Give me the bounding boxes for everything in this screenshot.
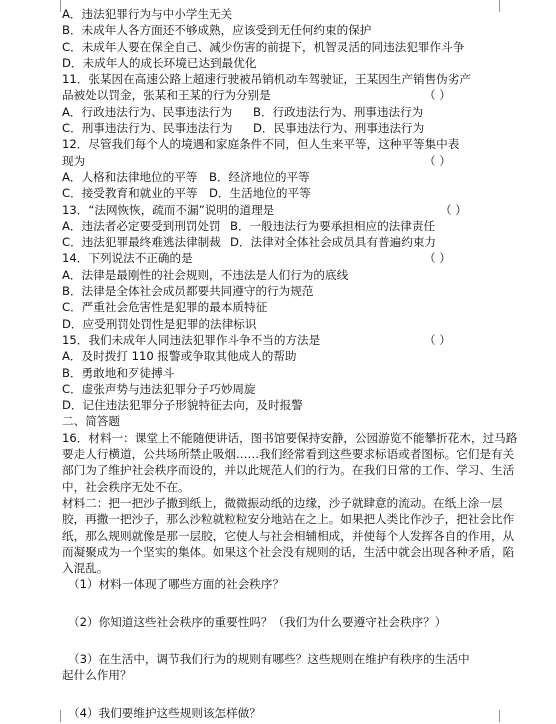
answer-paren: （ ） (440, 202, 467, 217)
question-stem: 15．我们未成年人同违法犯罪作斗争不当的方法是 (62, 332, 321, 347)
option-line: D．未成年人的成长环境已达到最优化 (62, 55, 257, 70)
option-row (62, 234, 520, 250)
option-d: D．法律对全体社会成员具有普遍约束力 (230, 235, 437, 250)
question-stem: 13．“法网恢恢，疏而不漏”说明的道理是 (62, 202, 275, 217)
option-b: B．经济地位的平等 (209, 169, 310, 184)
option-c: C．接受教育和就业的平等 (62, 186, 198, 201)
option-line: A．及时拨打 110 报警或争取其他成人的帮助 (62, 349, 297, 364)
question-stem-line (62, 250, 520, 266)
answer-paren: （ ） (424, 251, 451, 266)
option-line: C．严重社会危害性是犯罪的最本质特征 (62, 300, 268, 315)
option-a: A．违法者必定要受到刑罚处罚 (62, 218, 221, 233)
answer-paren: （ ） (424, 332, 451, 347)
sub-question-3: （3）在生活中，调节我们行为的规则有哪些？这些规则在维护有秩序的生活中 (68, 651, 470, 666)
option-line: B．法律是全体社会成员都要共同遵守的行为规范 (62, 284, 314, 299)
page-corner-mark (48, 0, 61, 12)
option-a: A．人格和法律地位的平等 (62, 169, 198, 184)
material-one-paragraph: 16．材料一：课堂上不能随便讲话，图书馆要保持安静，公园游览不能攀折花木，过马路要走人行横道，公共场所禁止吸烟……我们经常看到这些要求标语或者图标。它们是有关部门为了维护社会秩序而设的，并以此规范人们的行为。在我们日常的工作、学习、生活中，社会秩序无处不在。 (62, 430, 518, 494)
answer-paren: （ ） (424, 88, 451, 103)
option-line: D．应受刑罚处罚性是犯罪的法律标识 (62, 316, 257, 331)
option-line: C．虚张声势与违法犯罪分子巧妙周旋 (62, 381, 256, 396)
option-d: D．民事违法行为、刑事违法行为 (253, 121, 425, 136)
option-row (62, 218, 520, 234)
option-line: A．法律是最刚性的社会规则，不违法是人们行为的底线 (62, 267, 349, 282)
option-row (62, 104, 520, 120)
option-line: A．违法犯罪行为与中小学生无关 (62, 7, 233, 21)
option-line: D．记住违法犯罪分子形貌特征去向，及时报警 (62, 398, 303, 413)
question-stem: 品被处以罚金，张某和王某的行为分别是 (62, 88, 271, 103)
question-stem: 现为 (62, 153, 86, 168)
option-b: B．一般违法行为要承担相应的法律责任 (230, 218, 436, 233)
question-stem: 11．张某因在高速公路上超速行驶被吊销机动车驾驶证，王某因生产销售伪劣产 (62, 72, 471, 87)
question-stem-line (62, 87, 520, 103)
sub-question-1: （1）材料一体现了哪些方面的社会秩序？ (68, 577, 285, 592)
option-d: D．生活地位的平等 (209, 186, 311, 201)
sub-question-3-cont: 起什么作用？ (62, 668, 132, 683)
option-line: C．未成年人要在保全自己、减少伤害的前提下，机智灵活的同违法犯罪作斗争 (62, 39, 465, 54)
document-body (62, 6, 520, 721)
sub-question-2: （2）你知道这些社会秩序的重要性吗？（我们为什么要遵守社会秩序？） (68, 614, 447, 629)
option-row (62, 185, 520, 201)
option-c: C．刑事违法行为、民事违法行为 (62, 121, 233, 136)
option-c: C．违法犯罪最终难逃法律制裁 (62, 235, 221, 250)
option-b: B．行政违法行为、刑事违法行为 (253, 104, 424, 119)
option-line: B．勇敢地和歹徒搏斗 (62, 365, 175, 380)
question-stem-line (62, 153, 520, 169)
answer-paren: （ ） (424, 153, 451, 168)
material-two-paragraph: 材料二：把一把沙子撒到纸上，微微振动纸的边缘，沙子就肆意的流动。在纸上涂一层胶，再撒一把沙子，那么沙粒就粒粒安分地站在之上。如果把人类比作沙子，把社会比作纸，那么规则就像是那一层胶，它使人与社会相辅相成，并使每个人发挥各自的作用，从而凝聚成为一个坚实的集体。如果这个社会没有规则的话，生活中就会出现各种矛盾，陷入混乱。 (62, 495, 515, 576)
question-stem: 14．下列说法不正确的是 (62, 251, 193, 266)
sub-question-4: （4）我们要维护这些规则该怎样做？ (68, 705, 261, 720)
option-row (62, 120, 520, 136)
question-stem-line (62, 332, 520, 348)
option-a: A．行政违法行为、民事违法行为 (62, 104, 233, 119)
option-line: B．未成年人各方面还不够成熟，应该受到无任何约束的保护 (62, 23, 372, 38)
option-row (62, 169, 520, 185)
question-stem: 12．尽管我们每个人的境遇和家庭条件不同，但人生来平等，这种平等集中表 (62, 137, 460, 152)
question-stem-line (62, 202, 520, 218)
page-corner-mark (48, 710, 61, 722)
section-heading: 二、简答题 (62, 414, 120, 429)
